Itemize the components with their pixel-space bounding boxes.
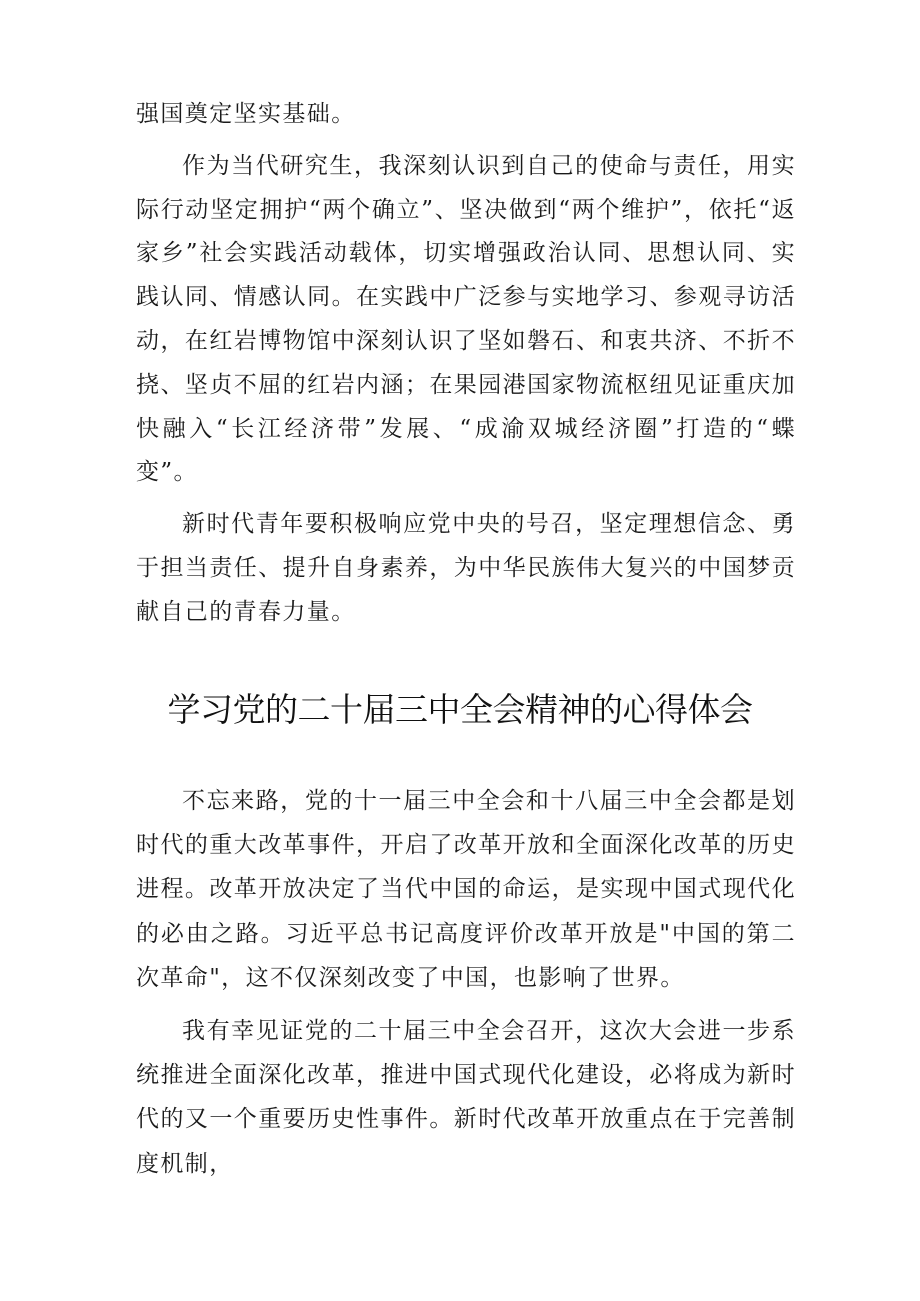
paragraph-graduate-practice: 作为当代研究生，我深刻认识到自己的使命与责任，用实际行动坚定拥护“两个确立”、坚决做到“两个维护”，依托“返家乡”社会实践活动载体，切实增强政治认同、思想认同、实践认同、情感认同。在实践中广泛参与实地学习、参观寻访活动，在红岩博物馆中深刻认识了坚如磐石、和衷共济、不折不挠、坚贞不屈的红岩内涵；在果园港国家物流枢纽见证重庆加快融入“长江经济带”发展、“成渝双城经济圈”打造的“蝶变”。 (136, 152, 796, 486)
paragraph-continuation: 强国奠定坚实基础。 (136, 101, 356, 127)
section-new-essay (136, 779, 796, 1186)
section-previous-essay (136, 93, 796, 635)
paragraph-youth-call: 新时代青年要积极响应党中央的号召，坚定理想信念、勇于担当责任、提升自身素养，为中华民族伟大复兴的中国梦贡献自己的青春力量。 (136, 511, 796, 625)
paragraph-reform-history: 不忘来路，党的十一届三中全会和十八届三中全会都是划时代的重大改革事件，开启了改革开放和全面深化改革的历史进程。改革开放决定了当代中国的命运，是实现中国式现代化的必由之路。习近平总书记高度评价改革开放是"中国的第二次革命"，这不仅深刻改变了中国，也影响了世界。 (136, 788, 796, 991)
essay-title: 学习党的二十届三中全会精神的心得体会 (167, 690, 753, 729)
paragraph-witness-plenum: 我有幸见证党的二十届三中全会召开，这次大会进一步系统推进全面深化改革，推进中国式现代化建设，必将成为新时代的又一个重要历史性事件。新时代改革开放重点在于完善制度机制， (136, 1018, 796, 1177)
